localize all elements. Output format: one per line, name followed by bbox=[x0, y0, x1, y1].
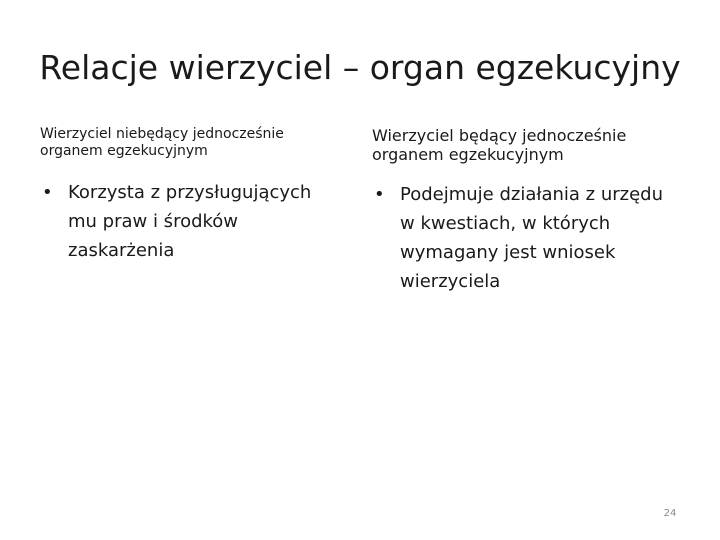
bullet-icon: • bbox=[374, 184, 385, 205]
bullet-item bbox=[40, 178, 340, 265]
slide-title: Relacje wierzyciel – organ egzekucyjny bbox=[39, 48, 681, 87]
right-column-heading: Wierzyciel będący jednocześnie organem egzekucyjnym bbox=[372, 126, 627, 164]
bullet-text: Podejmuje działania z urzędu w kwestiach, w których wymagany jest wniosek wierzyciela bbox=[400, 184, 664, 292]
right-column bbox=[372, 126, 672, 296]
left-bullet-list bbox=[40, 178, 340, 265]
bullet-text: Korzysta z przysługujących mu praw i środków zaskarżenia bbox=[68, 182, 312, 261]
right-bullet-list bbox=[372, 180, 672, 296]
left-column bbox=[40, 126, 340, 265]
bullet-icon: • bbox=[42, 182, 53, 203]
bullet-item bbox=[372, 180, 672, 296]
page-number: 24 bbox=[663, 508, 677, 519]
left-column-heading: Wierzyciel niebędący jednocześnie organem egzekucyjnym bbox=[40, 126, 284, 159]
